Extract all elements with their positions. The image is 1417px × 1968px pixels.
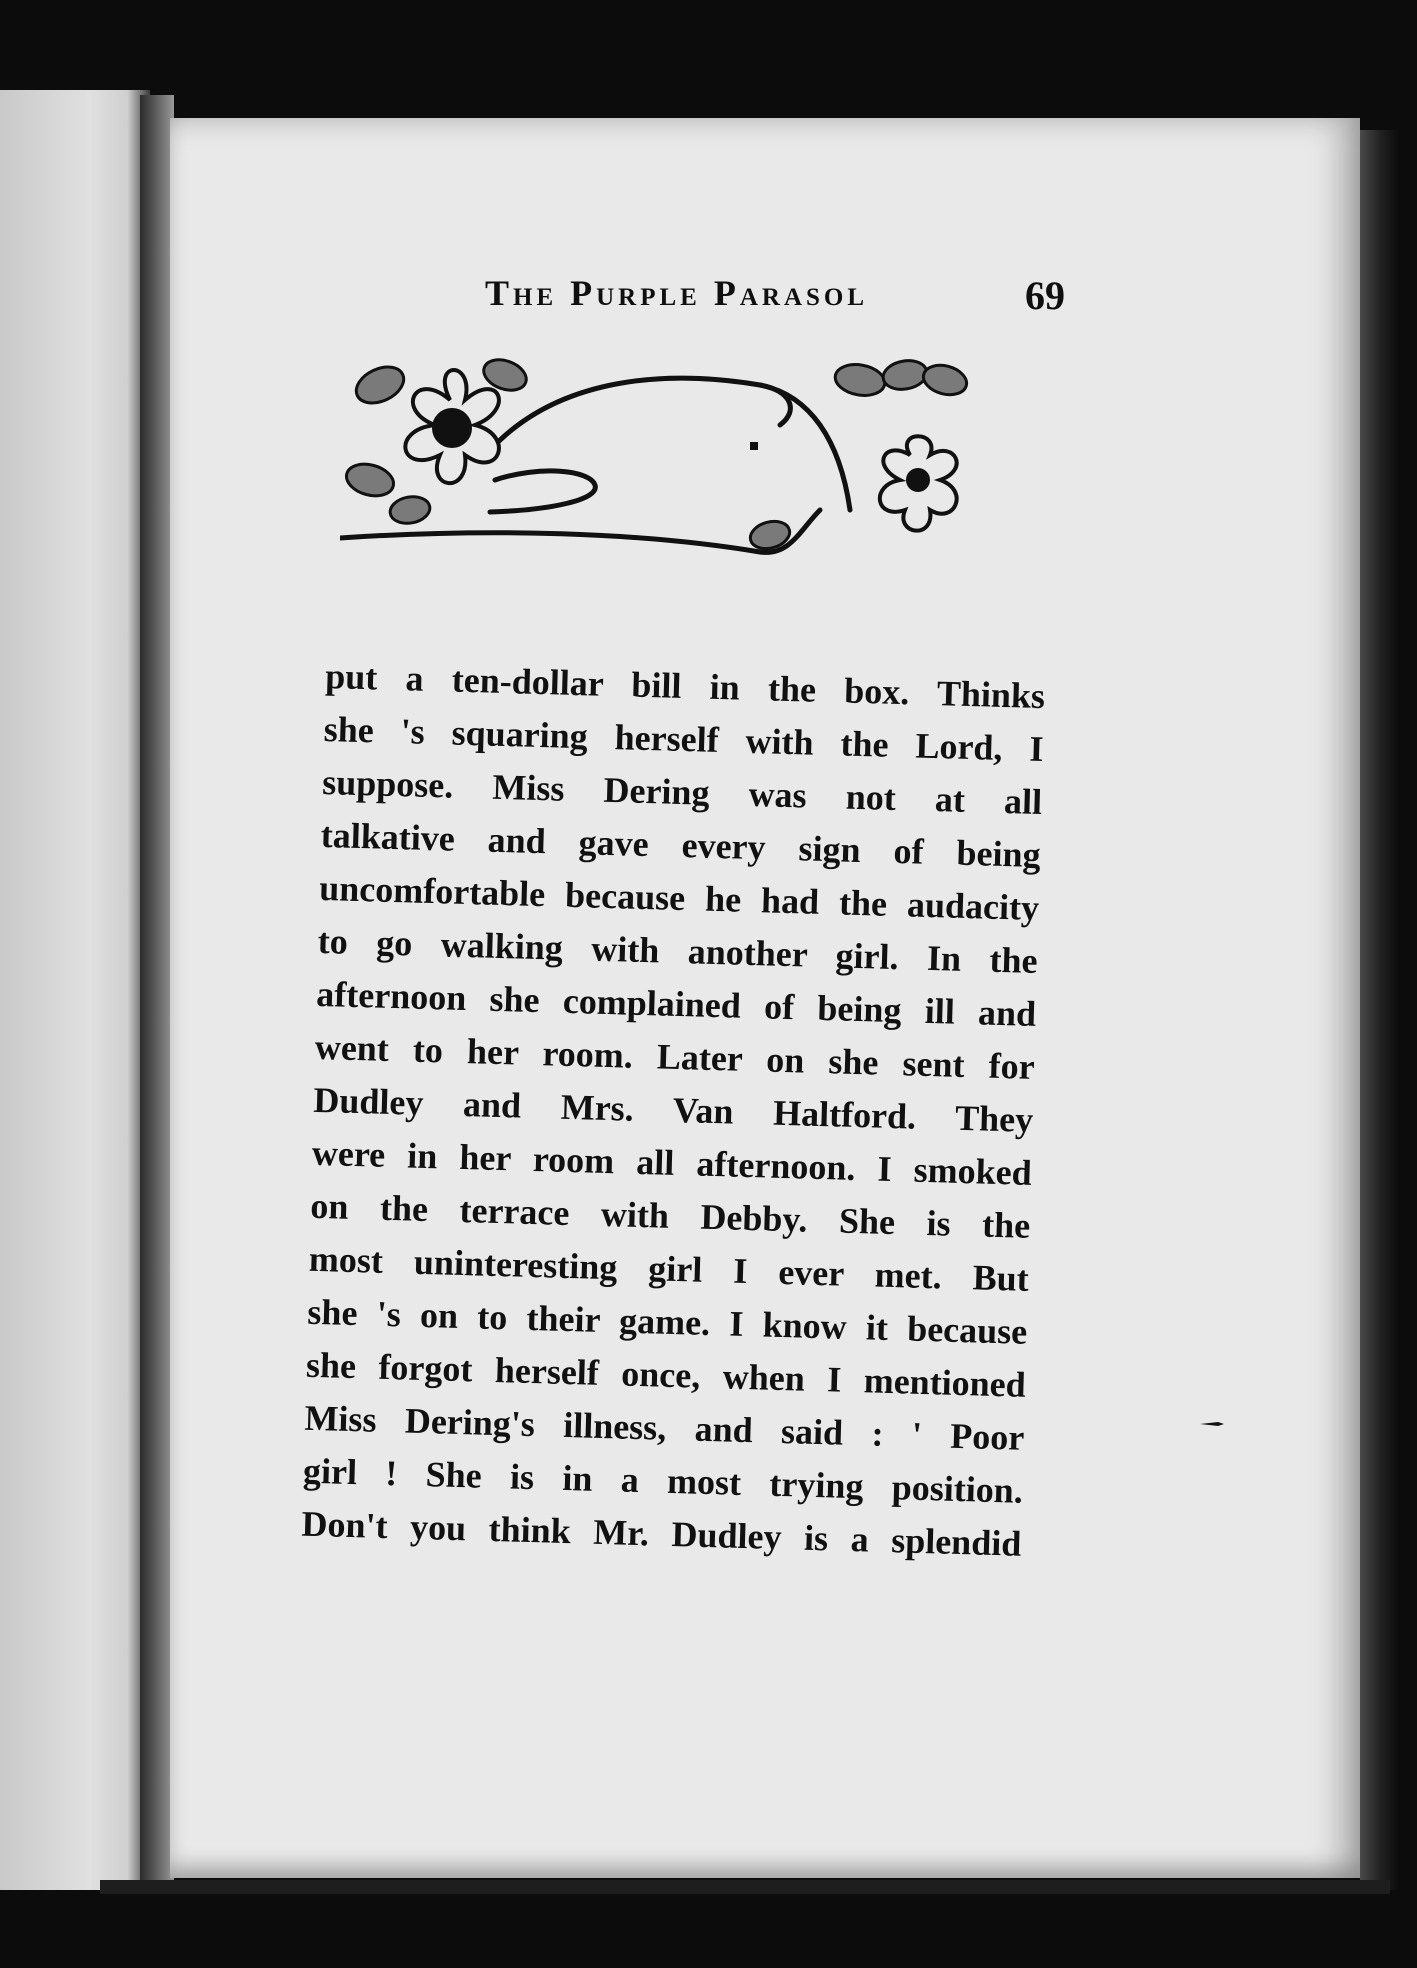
page-stack-edge: [1360, 130, 1400, 1890]
text-line: Dudley and Mrs. Van Haltford. They: [312, 1079, 1034, 1140]
text-line: went to her room. Later on she sent for: [314, 1026, 1036, 1087]
text-line: on the terrace with Debby. She is the: [309, 1185, 1031, 1246]
text-line: uncomfortable because he had the audacity: [318, 867, 1040, 929]
text-line: were in her room all afternoon. I smoked: [311, 1132, 1033, 1193]
text-line: she 's squaring herself with the Lord, I: [323, 708, 1045, 770]
running-title: The Purple Parasol: [485, 273, 869, 313]
page-bottom-edge: [100, 1880, 1390, 1894]
text-line: talkative and gave every sign of being: [320, 814, 1042, 876]
text-line: she forgot herself once, when I mentioned: [305, 1344, 1027, 1405]
text-line: most uninteresting girl I ever met. But: [308, 1238, 1030, 1299]
body-text: [301, 650, 1046, 1571]
ink-smudge-icon: [1198, 1418, 1226, 1430]
book-gutter: [140, 95, 174, 1885]
text-line: put a ten-dollar bill in the box. Thinks: [324, 655, 1046, 717]
text-line: to go walking with another girl. In the: [317, 920, 1039, 981]
text-line: suppose. Miss Dering was not at all: [321, 761, 1043, 823]
page-number: 69: [1025, 273, 1065, 318]
running-head: [485, 272, 1065, 322]
text-line: she 's on to their game. I know it because: [306, 1291, 1028, 1352]
floral-vignette-icon: [340, 340, 1065, 580]
text-line: Miss Dering's illness, and said : ' Poor: [303, 1397, 1025, 1458]
text-line: girl ! She is in a most trying position.: [302, 1450, 1024, 1511]
text-line: afternoon she complained of being ill and: [315, 973, 1037, 1034]
left-page-edge: [0, 90, 150, 1890]
text-line: Don't you think Mr. Dudley is a splendid: [301, 1503, 1022, 1564]
